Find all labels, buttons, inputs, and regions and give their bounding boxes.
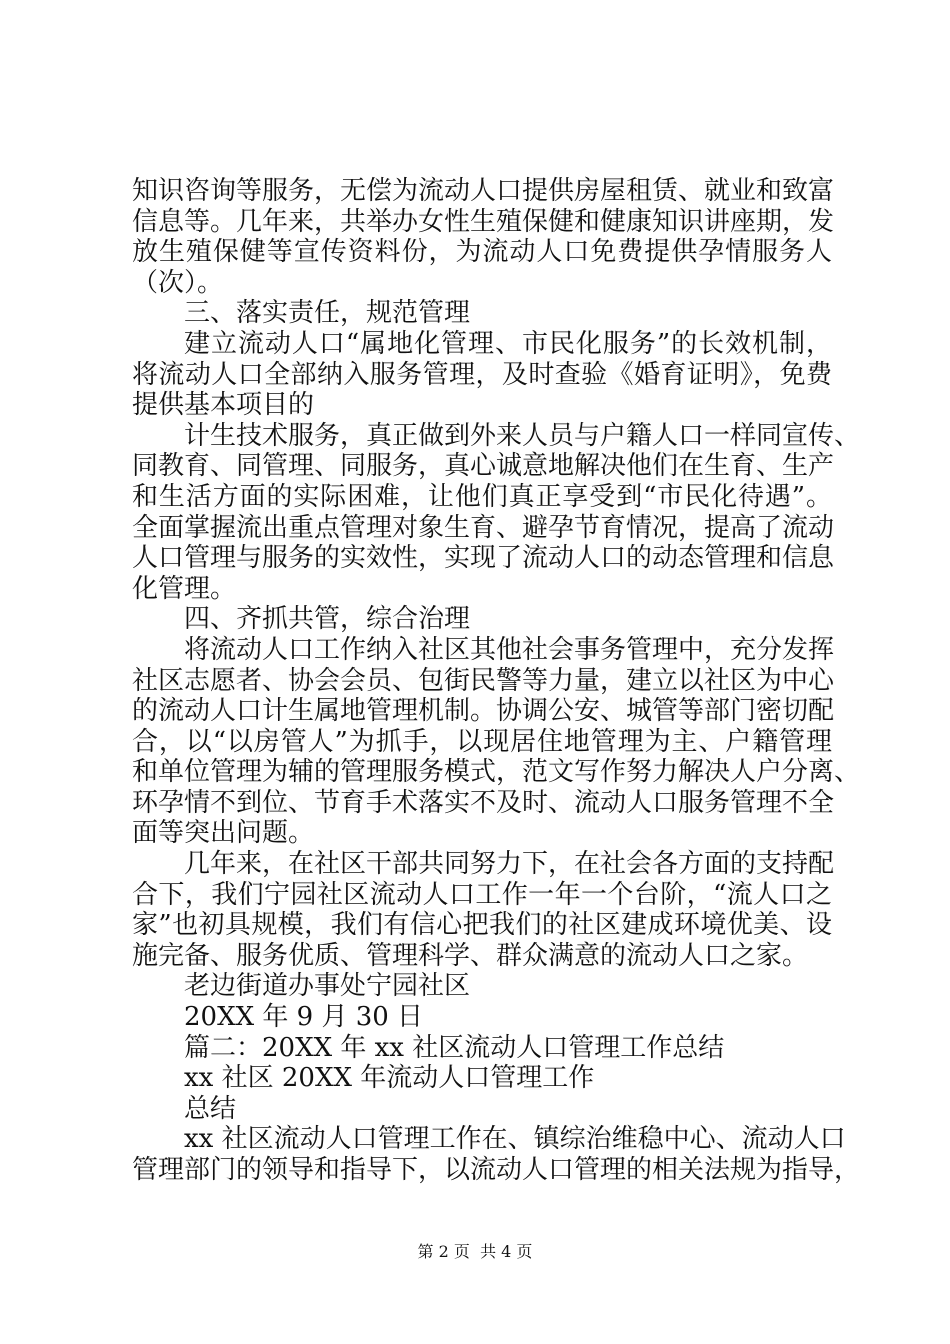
text-line: 社区志愿者、协会会员、包街民警等力量，建立以社区为中心 <box>132 665 835 696</box>
page-footer <box>0 1242 950 1262</box>
document-body <box>132 176 861 1186</box>
text-line: 计生技术服务，真正做到外来人员与户籍人口一样同宣传、 <box>184 420 861 451</box>
text-line: 信息等。几年来，共举办女性生殖保健和健康知识讲座期，发 <box>132 206 835 237</box>
text-line: 人口管理与服务的实效性，实现了流动人口的动态管理和信息 <box>132 543 835 574</box>
text-line: 20XX 年 9 月 30 日 <box>184 1002 424 1033</box>
text-line: 将流动人口工作纳入社区其他社会事务管理中，充分发挥 <box>184 634 835 665</box>
text-line: 知识咨询等服务，无偿为流动人口提供房屋租赁、就业和致富 <box>132 176 835 206</box>
text-line: 提供基本项目的 <box>132 390 315 421</box>
text-line: 总结 <box>184 1093 237 1124</box>
text-line: 将流动人口全部纳入服务管理，及时查验《婚育证明》，免费 <box>132 359 832 390</box>
text-line: 施完备、服务优质、管理科学、群众满意的流动人口之家。 <box>132 940 809 971</box>
text-line: 全面掌握流出重点管理对象生育、避孕节育情况，提高了流动 <box>132 512 835 543</box>
text-line: 的流动人口计生属地管理机制。协调公安、城管等部门密切配 <box>132 696 835 727</box>
text-line: xx 社区 20XX 年流动人口管理工作 <box>184 1063 595 1094</box>
text-line: 三、落实责任，规范管理 <box>184 298 471 329</box>
text-line: 四、齐抓共管，综合治理 <box>184 604 471 635</box>
text-line: 同教育、同管理、同服务，真心诚意地解决他们在生育、生产 <box>132 451 835 482</box>
page-number: 第 2 页 共 4 页 <box>417 1242 533 1261</box>
text-line: 放生殖保健等宣传资料份，为流动人口免费提供孕情服务人 <box>132 237 832 268</box>
text-line: 几年来，在社区干部共同努力下，在社会各方面的支持配 <box>184 849 835 880</box>
text-line: 和单位管理为辅的管理服务模式，范文写作努力解决人户分离、 <box>132 757 861 788</box>
text-line: 环孕情不到位、节育手术落实不及时、流动人口服务管理不全 <box>132 787 835 818</box>
text-line: 和生活方面的实际困难，让他们真正享受到“市民化待遇”。 <box>132 481 832 512</box>
text-line: 老边街道办事处宁园社区 <box>184 971 471 1002</box>
text-line: 化管理。 <box>132 573 237 604</box>
text-line: 建立流动人口“属地化管理、市民化服务”的长效机制， <box>184 328 832 359</box>
text-line: xx 社区流动人口管理工作在、镇综治维稳中心、流动人口 <box>184 1124 846 1155</box>
text-line: （次）。 <box>132 267 224 298</box>
text-line: 家”也初具规模，我们有信心把我们的社区建成环境优美、设 <box>132 910 832 941</box>
text-line: 面等突出问题。 <box>132 818 315 849</box>
text-line: 合，以“以房管人”为抓手，以现居住地管理为主、户籍管理 <box>132 726 832 757</box>
text-line: 合下，我们宁园社区流动人口工作一年一个台阶，“流人口之 <box>132 879 832 910</box>
text-line: 篇二：20XX 年 xx 社区流动人口管理工作总结 <box>184 1032 725 1063</box>
text-line: 管理部门的领导和指导下，以流动人口管理的相关法规为指导， <box>132 1155 861 1185</box>
